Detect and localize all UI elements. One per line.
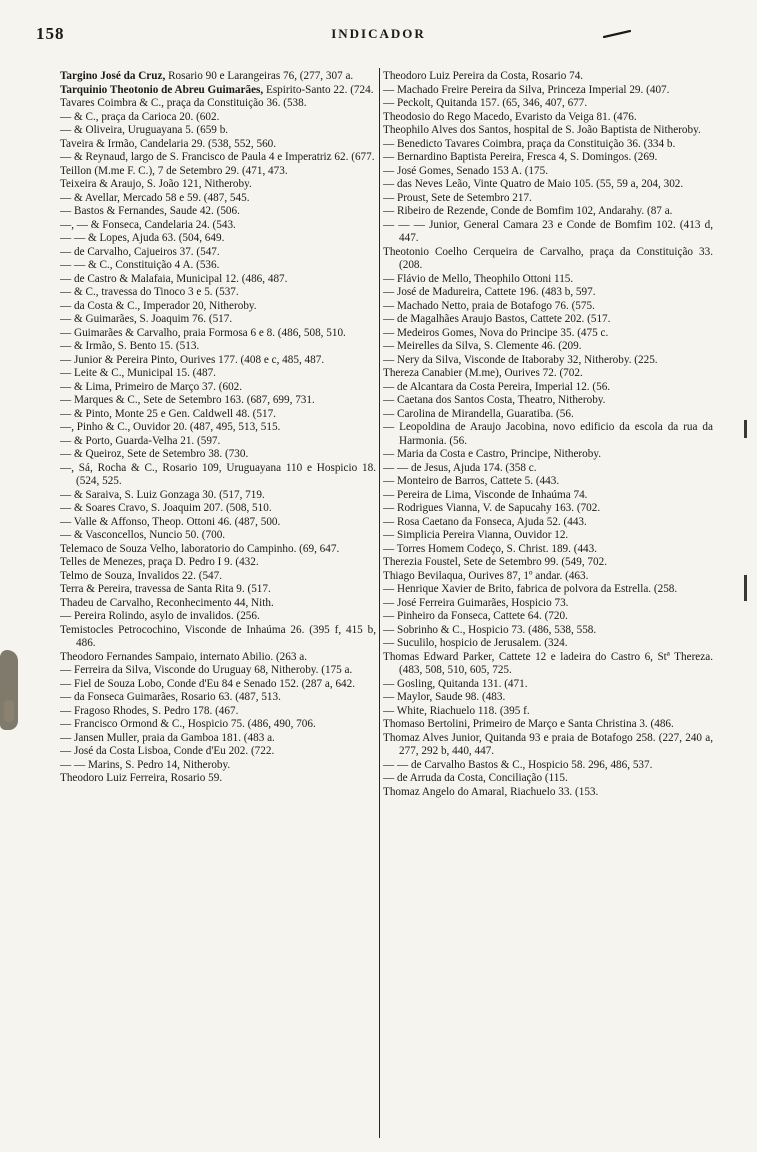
directory-entry <box>60 597 376 611</box>
entry-text: — Proust, Sete de Setembro 217. <box>383 191 532 204</box>
entry-text: — & Reynaud, largo de S. Francisco de Paula 4 e Imperatriz 62. (677. <box>60 151 375 163</box>
entry-text: — Carolina de Mirandella, Guaratiba. (56. <box>383 407 574 420</box>
directory-entry <box>383 759 713 773</box>
entry-text: — — — Junior, General Camara 23 e Conde de Bomfim 102. (413 d, 447. <box>383 218 713 244</box>
entry-text: — José Ferreira Guimarães, Hospicio 73. <box>383 596 569 609</box>
directory-entry <box>383 97 713 111</box>
entry-text: — & Vasconcellos, Nuncio 50. (700. <box>60 529 226 541</box>
directory-entry <box>60 232 376 246</box>
directory-entry <box>60 448 376 462</box>
entry-text: — Peckolt, Quitanda 157. (65, 346, 407, 677. <box>383 97 588 109</box>
directory-entry <box>383 286 713 300</box>
entry-text: — Simplicia Pereira Vianna, Ouvidor 12. <box>383 529 569 541</box>
directory-entry <box>383 475 713 489</box>
directory-entry <box>60 462 376 489</box>
entry-text: — & Irmão, S. Bento 15. (513. <box>60 340 200 352</box>
directory-entry <box>383 219 713 246</box>
entry-text: — Marques & C., Sete de Setembro 163. (687, 699, 731. <box>60 394 315 406</box>
entry-text: — & Soares Cravo, S. Joaquim 207. (508, 510. <box>60 502 272 514</box>
directory-entry <box>383 70 713 84</box>
directory-entry <box>383 151 713 165</box>
entry-text: — Machado Freire Pereira da Silva, Princeza Imperial 29. (407. <box>383 83 670 96</box>
directory-entry <box>60 394 376 408</box>
directory-entry <box>60 259 376 273</box>
entry-text: — de Arruda da Costa, Conciliação (115. <box>383 772 568 784</box>
directory-entry <box>60 745 376 759</box>
margin-mark <box>744 575 747 601</box>
entry-text: — Guimarães & Carvalho, praia Formosa 6 e 8. (486, 508, 510. <box>60 326 346 339</box>
entry-text: — Ferreira da Silva, Visconde do Uruguay 68, Nitheroby. (175 a. <box>60 664 353 676</box>
entry-text: Thomaso Bertolini, Primeiro de Março e Santa Christina 3. (486. <box>383 718 674 730</box>
directory-entry <box>383 489 713 503</box>
entry-text: — — Marins, S. Pedro 14, Nitheroby. <box>60 758 231 771</box>
paper-stain-inner <box>4 700 14 722</box>
entry-text: Therezia Foustel, Sete de Setembro 99. (549, 702. <box>383 556 608 568</box>
directory-entry <box>60 354 376 368</box>
entry-text: Thomas Edward Parker, Cattete 12 e ladeira do Castro 6, Stª Thereza. (483, 508, 510, 605, 725. <box>383 650 713 676</box>
entry-text: — Francisco Ormond & C., Hospicio 75. (486, 490, 706. <box>60 718 316 730</box>
entry-text: — Gosling, Quitanda 131. (471. <box>383 677 528 690</box>
entry-text: — & C., travessa do Tinoco 3 e 5. (537. <box>60 286 239 298</box>
entry-text: — Pereira de Lima, Visconde de Inhaúma 74. <box>383 488 588 501</box>
directory-entry <box>60 543 376 557</box>
directory-entry <box>383 772 713 786</box>
entry-text: — Ribeiro de Rezende, Conde de Bomfim 102, Andarahy. (87 a. <box>383 205 673 217</box>
pen-mark-icon <box>603 30 631 38</box>
directory-entry <box>60 286 376 300</box>
entry-text: Thomaz Angelo do Amaral, Riachuelo 33. (153. <box>383 785 599 798</box>
entry-text: Temistocles Petrocochino, Visconde de Inhaúma 26. (395 f, 415 b, 486. <box>60 623 376 649</box>
entry-text: Teillon (M.me F. C.), 7 de Setembro 29. (471, 473. <box>60 164 288 177</box>
directory-entry <box>383 543 713 557</box>
directory-entry <box>383 367 713 381</box>
directory-entry <box>383 138 713 152</box>
entry-text: — & C., praça da Carioca 20. (602. <box>60 110 220 123</box>
directory-entry <box>60 165 376 179</box>
entry-text: — Benedicto Tavares Coimbra, praça da Constituição 36. (334 b. <box>383 137 676 150</box>
entry-text: — Leopoldina de Araujo Jacobina, novo edificio da escola da rua da Harmonia. (56. <box>383 421 713 447</box>
directory-entry <box>383 718 713 732</box>
directory-entry <box>383 273 713 287</box>
directory-entry <box>60 205 376 219</box>
entry-text: Rosario 90 e Larangeiras 76, (277, 307 a. <box>165 70 354 82</box>
entry-text: — Bernardino Baptista Pereira, Fresca 4, S. Domingos. (269. <box>383 151 658 163</box>
directory-entry <box>383 394 713 408</box>
entry-text: Theodoro Luiz Ferreira, Rosario 59. <box>60 772 223 784</box>
directory-entry <box>60 111 376 125</box>
entry-text: — & Oliveira, Uruguayana 5. (659 b. <box>60 124 229 136</box>
entry-text: — Pereira Rolindo, asylo de invalidos. (256. <box>60 610 260 622</box>
entry-text: — Meirelles da Silva, S. Clemente 46. (209. <box>383 340 582 352</box>
directory-entry <box>60 772 376 786</box>
entry-text: — & Pinto, Monte 25 e Gen. Caldwell 48. (517. <box>60 407 276 420</box>
entry-text: — Henrique Xavier de Brito, fabrica de polvora da Estrella. (258. <box>383 583 678 595</box>
directory-entry <box>383 300 713 314</box>
entry-text: Tavares Coimbra & C., praça da Constituição 36. (538. <box>60 97 307 109</box>
column-divider <box>379 68 380 1138</box>
directory-entry <box>60 178 376 192</box>
directory-entry <box>60 313 376 327</box>
directory-entry <box>383 111 713 125</box>
directory-entry <box>60 70 376 84</box>
directory-entry <box>60 219 376 233</box>
entry-text: Theotonio Coelho Cerqueira de Carvalho, praça da Constituição 33. (208. <box>383 245 713 271</box>
entry-text: — José da Costa Lisboa, Conde d'Eu 202. (722. <box>60 745 275 757</box>
directory-entry <box>60 367 376 381</box>
directory-entry <box>60 97 376 111</box>
directory-entry <box>60 300 376 314</box>
directory-entry <box>383 705 713 719</box>
left-column <box>60 70 376 1138</box>
entry-text: — & Saraiva, S. Luiz Gonzaga 30. (517, 719. <box>60 488 265 501</box>
entry-text: — Jansen Muller, praia da Gamboa 181. (483 a. <box>60 731 275 744</box>
directory-entry <box>383 408 713 422</box>
entry-text: Teixeira & Araujo, S. João 121, Nitheroby. <box>60 178 252 190</box>
entry-text: — Sobrinho & C., Hospicio 73. (486, 538, 558. <box>383 623 597 636</box>
right-column <box>383 70 713 1138</box>
directory-entry <box>383 583 713 597</box>
directory-entry <box>60 421 376 435</box>
entry-text: Telmo de Souza, Invalidos 22. (547. <box>60 569 223 582</box>
directory-entry <box>383 313 713 327</box>
directory-entry <box>60 327 376 341</box>
entry-text: Terra & Pereira, travessa de Santa Rita 9. (517. <box>60 583 271 595</box>
entry-text: Espirito-Santo 22. (724. <box>263 83 374 96</box>
entry-text: Telles de Menezes, praça D. Pedro I 9. (432. <box>60 556 259 568</box>
directory-entry <box>383 516 713 530</box>
entry-text: — Maria da Costa e Castro, Principe, Nitheroby. <box>383 448 602 460</box>
directory-entry <box>383 124 713 138</box>
directory-entry <box>60 664 376 678</box>
entry-text: — Machado Netto, praia de Botafogo 76. (575. <box>383 299 595 312</box>
page-header <box>36 24 721 50</box>
entry-text: — das Neves Leão, Vinte Quatro de Maio 105. (55, 59 a, 204, 302. <box>383 178 684 190</box>
entry-text: — Caetana dos Santos Costa, Theatro, Nitheroby. <box>383 394 606 406</box>
directory-entry <box>60 705 376 719</box>
entry-text: — Valle & Affonso, Theop. Ottoni 46. (487, 500. <box>60 515 281 528</box>
entry-text: — de Magalhães Araujo Bastos, Cattete 202. (517. <box>383 313 611 325</box>
directory-entry <box>60 408 376 422</box>
entry-text: — de Carvalho, Cajueiros 37. (547. <box>60 245 220 258</box>
entry-text: Telemaco de Souza Velho, laboratorio do Campinho. (69, 647. <box>60 542 340 555</box>
entry-text: — & Lima, Primeiro de Março 37. (602. <box>60 380 243 393</box>
directory-entry <box>60 489 376 503</box>
entry-text: Theophilo Alves dos Santos, hospital de S. João Baptista de Nitheroby. <box>383 124 701 136</box>
entry-text: — Maylor, Saude 98. (483. <box>383 691 506 703</box>
entry-text: — Rosa Caetano da Fonseca, Ajuda 52. (443. <box>383 515 587 528</box>
directory-entry <box>383 556 713 570</box>
entry-text: — — & Lopes, Ajuda 63. (504, 649. <box>60 232 225 244</box>
directory-entry <box>383 786 713 800</box>
entry-text: Theodoro Luiz Pereira da Costa, Rosario 74. <box>383 70 584 82</box>
entry-text: — & Queiroz, Sete de Setembro 38. (730. <box>60 448 249 460</box>
directory-entry <box>383 691 713 705</box>
directory-entry <box>60 124 376 138</box>
entry-text: — — de Jesus, Ajuda 174. (358 c. <box>383 461 537 474</box>
directory-entry <box>60 759 376 773</box>
entry-text: Thomaz Alves Junior, Quitanda 93 e praia de Botafogo 258. (227, 240 a, 277, 292 b, 440, 447. <box>383 731 713 757</box>
entry-text: — Fiel de Souza Lobo, Conde d'Eu 84 e Senado 152. (287 a, 642. <box>60 677 356 690</box>
entry-text: —, Pinho & C., Ouvidor 20. (487, 495, 513, 515. <box>60 421 281 433</box>
entry-text: — Nery da Silva, Visconde de Itaboraby 32, Nitheroby. (225. <box>383 353 658 366</box>
directory-entry <box>383 84 713 98</box>
entry-text: — da Fonseca Guimarães, Rosario 63. (487, 513. <box>60 691 281 703</box>
directory-entry <box>60 678 376 692</box>
entry-text: — Monteiro de Barros, Cattete 5. (443. <box>383 475 560 487</box>
directory-entry <box>60 192 376 206</box>
directory-entry <box>383 165 713 179</box>
entry-text: — de Castro & Malafaia, Municipal 12. (486, 487. <box>60 272 288 285</box>
directory-entry <box>60 138 376 152</box>
directory-entry <box>60 151 376 165</box>
directory-entry <box>60 718 376 732</box>
directory-entry <box>60 435 376 449</box>
entry-text: — Torres Homem Codeço, S. Christ. 189. (443. <box>383 542 598 555</box>
directory-entry <box>383 178 713 192</box>
directory-entry <box>60 84 376 98</box>
entry-text: —, — & Fonseca, Candelaria 24. (543. <box>60 218 236 231</box>
directory-entry <box>383 610 713 624</box>
directory-entry <box>383 448 713 462</box>
running-title: INDICADOR <box>331 26 426 41</box>
directory-entry <box>60 732 376 746</box>
page-number: 158 <box>36 24 65 43</box>
directory-entry <box>383 246 713 273</box>
directory-entry <box>383 462 713 476</box>
entry-text: — Pinheiro da Fonseca, Cattete 64. (720. <box>383 610 568 622</box>
entry-text: Theodosio do Rego Macedo, Evaristo da Veiga 81. (476. <box>383 110 637 123</box>
entry-text: Thadeu de Carvalho, Reconhecimento 44, Nith. <box>60 596 274 609</box>
entry-text: — José de Madureira, Cattete 196. (483 b, 597. <box>383 286 596 298</box>
directory-entry <box>383 205 713 219</box>
directory-entry <box>383 192 713 206</box>
entry-text: — Suculilo, hospicio de Jerusalem. (324. <box>383 637 568 649</box>
directory-entry <box>60 502 376 516</box>
directory-entry <box>60 340 376 354</box>
directory-entry <box>383 381 713 395</box>
directory-entry <box>383 354 713 368</box>
entry-text: Thiago Bevilaqua, Ourives 87, 1º andar. (463. <box>383 569 589 582</box>
directory-entry <box>383 570 713 584</box>
directory-entry <box>60 246 376 260</box>
directory-entry <box>383 651 713 678</box>
directory-entry <box>60 516 376 530</box>
directory-entry <box>60 583 376 597</box>
directory-entry <box>60 529 376 543</box>
entry-text: —, Sá, Rocha & C., Rosario 109, Uruguayana 110 e Hospicio 18. (524, 525. <box>60 461 376 487</box>
directory-entry <box>383 732 713 759</box>
directory-entry <box>383 678 713 692</box>
directory-entry <box>383 597 713 611</box>
entry-text: — White, Riachuelo 118. (395 f. <box>383 704 530 717</box>
margin-mark <box>744 420 747 438</box>
directory-entry <box>60 610 376 624</box>
entry-text: — Leite & C., Municipal 15. (487. <box>60 367 216 379</box>
directory-entry <box>60 273 376 287</box>
entry-text: — — & C., Constituição 4 A. (536. <box>60 259 220 271</box>
directory-entry <box>60 570 376 584</box>
entry-text: — Bastos & Fernandes, Saude 42. (506. <box>60 205 240 217</box>
entry-text: — & Porto, Guarda-Velha 21. (597. <box>60 434 221 447</box>
entry-text: Theodoro Fernandes Sampaio, internato Abilio. (263 a. <box>60 650 308 663</box>
directory-entry <box>383 340 713 354</box>
entry-text: — Rodrigues Vianna, V. de Sapucahy 163. (702. <box>383 502 601 514</box>
directory-entry <box>60 381 376 395</box>
directory-entry <box>383 637 713 651</box>
directory-entry <box>383 624 713 638</box>
directory-entry <box>383 327 713 341</box>
entry-name: Targino José da Cruz, <box>60 70 166 82</box>
entry-text: — & Guimarães, S. Joaquim 76. (517. <box>60 313 233 325</box>
directory-entry <box>60 624 376 651</box>
entry-text: — Junior & Pereira Pinto, Ourives 177. (408 e c, 485, 487. <box>60 353 325 366</box>
entry-text: — da Costa & C., Imperador 20, Nitheroby. <box>60 299 257 312</box>
entry-name: Tarquinio Theotonio de Abreu Guimarães, <box>60 83 264 96</box>
directory-entry <box>383 529 713 543</box>
entry-text: — Medeiros Gomes, Nova do Principe 35. (475 c. <box>383 326 609 339</box>
directory-entry <box>60 691 376 705</box>
entry-text: — & Avellar, Mercado 58 e 59. (487, 545. <box>60 191 250 204</box>
entry-text: Thereza Canabier (M.me), Ourives 72. (702. <box>383 367 583 379</box>
directory-entry <box>383 502 713 516</box>
directory-entry <box>383 421 713 448</box>
entry-text: — José Gomes, Senado 153 A. (175. <box>383 164 549 177</box>
entry-text: — — de Carvalho Bastos & C., Hospicio 58. 296, 486, 537. <box>383 758 653 771</box>
entry-text: — Fragoso Rhodes, S. Pedro 178. (467. <box>60 704 239 717</box>
directory-entry <box>60 651 376 665</box>
entry-text: Taveira & Irmão, Candelaria 29. (538, 552, 560. <box>60 137 277 150</box>
entry-text: — de Alcantara da Costa Pereira, Imperial 12. (56. <box>383 380 611 393</box>
directory-entry <box>60 556 376 570</box>
entry-text: — Flávio de Mello, Theophilo Ottoni 115. <box>383 272 574 285</box>
